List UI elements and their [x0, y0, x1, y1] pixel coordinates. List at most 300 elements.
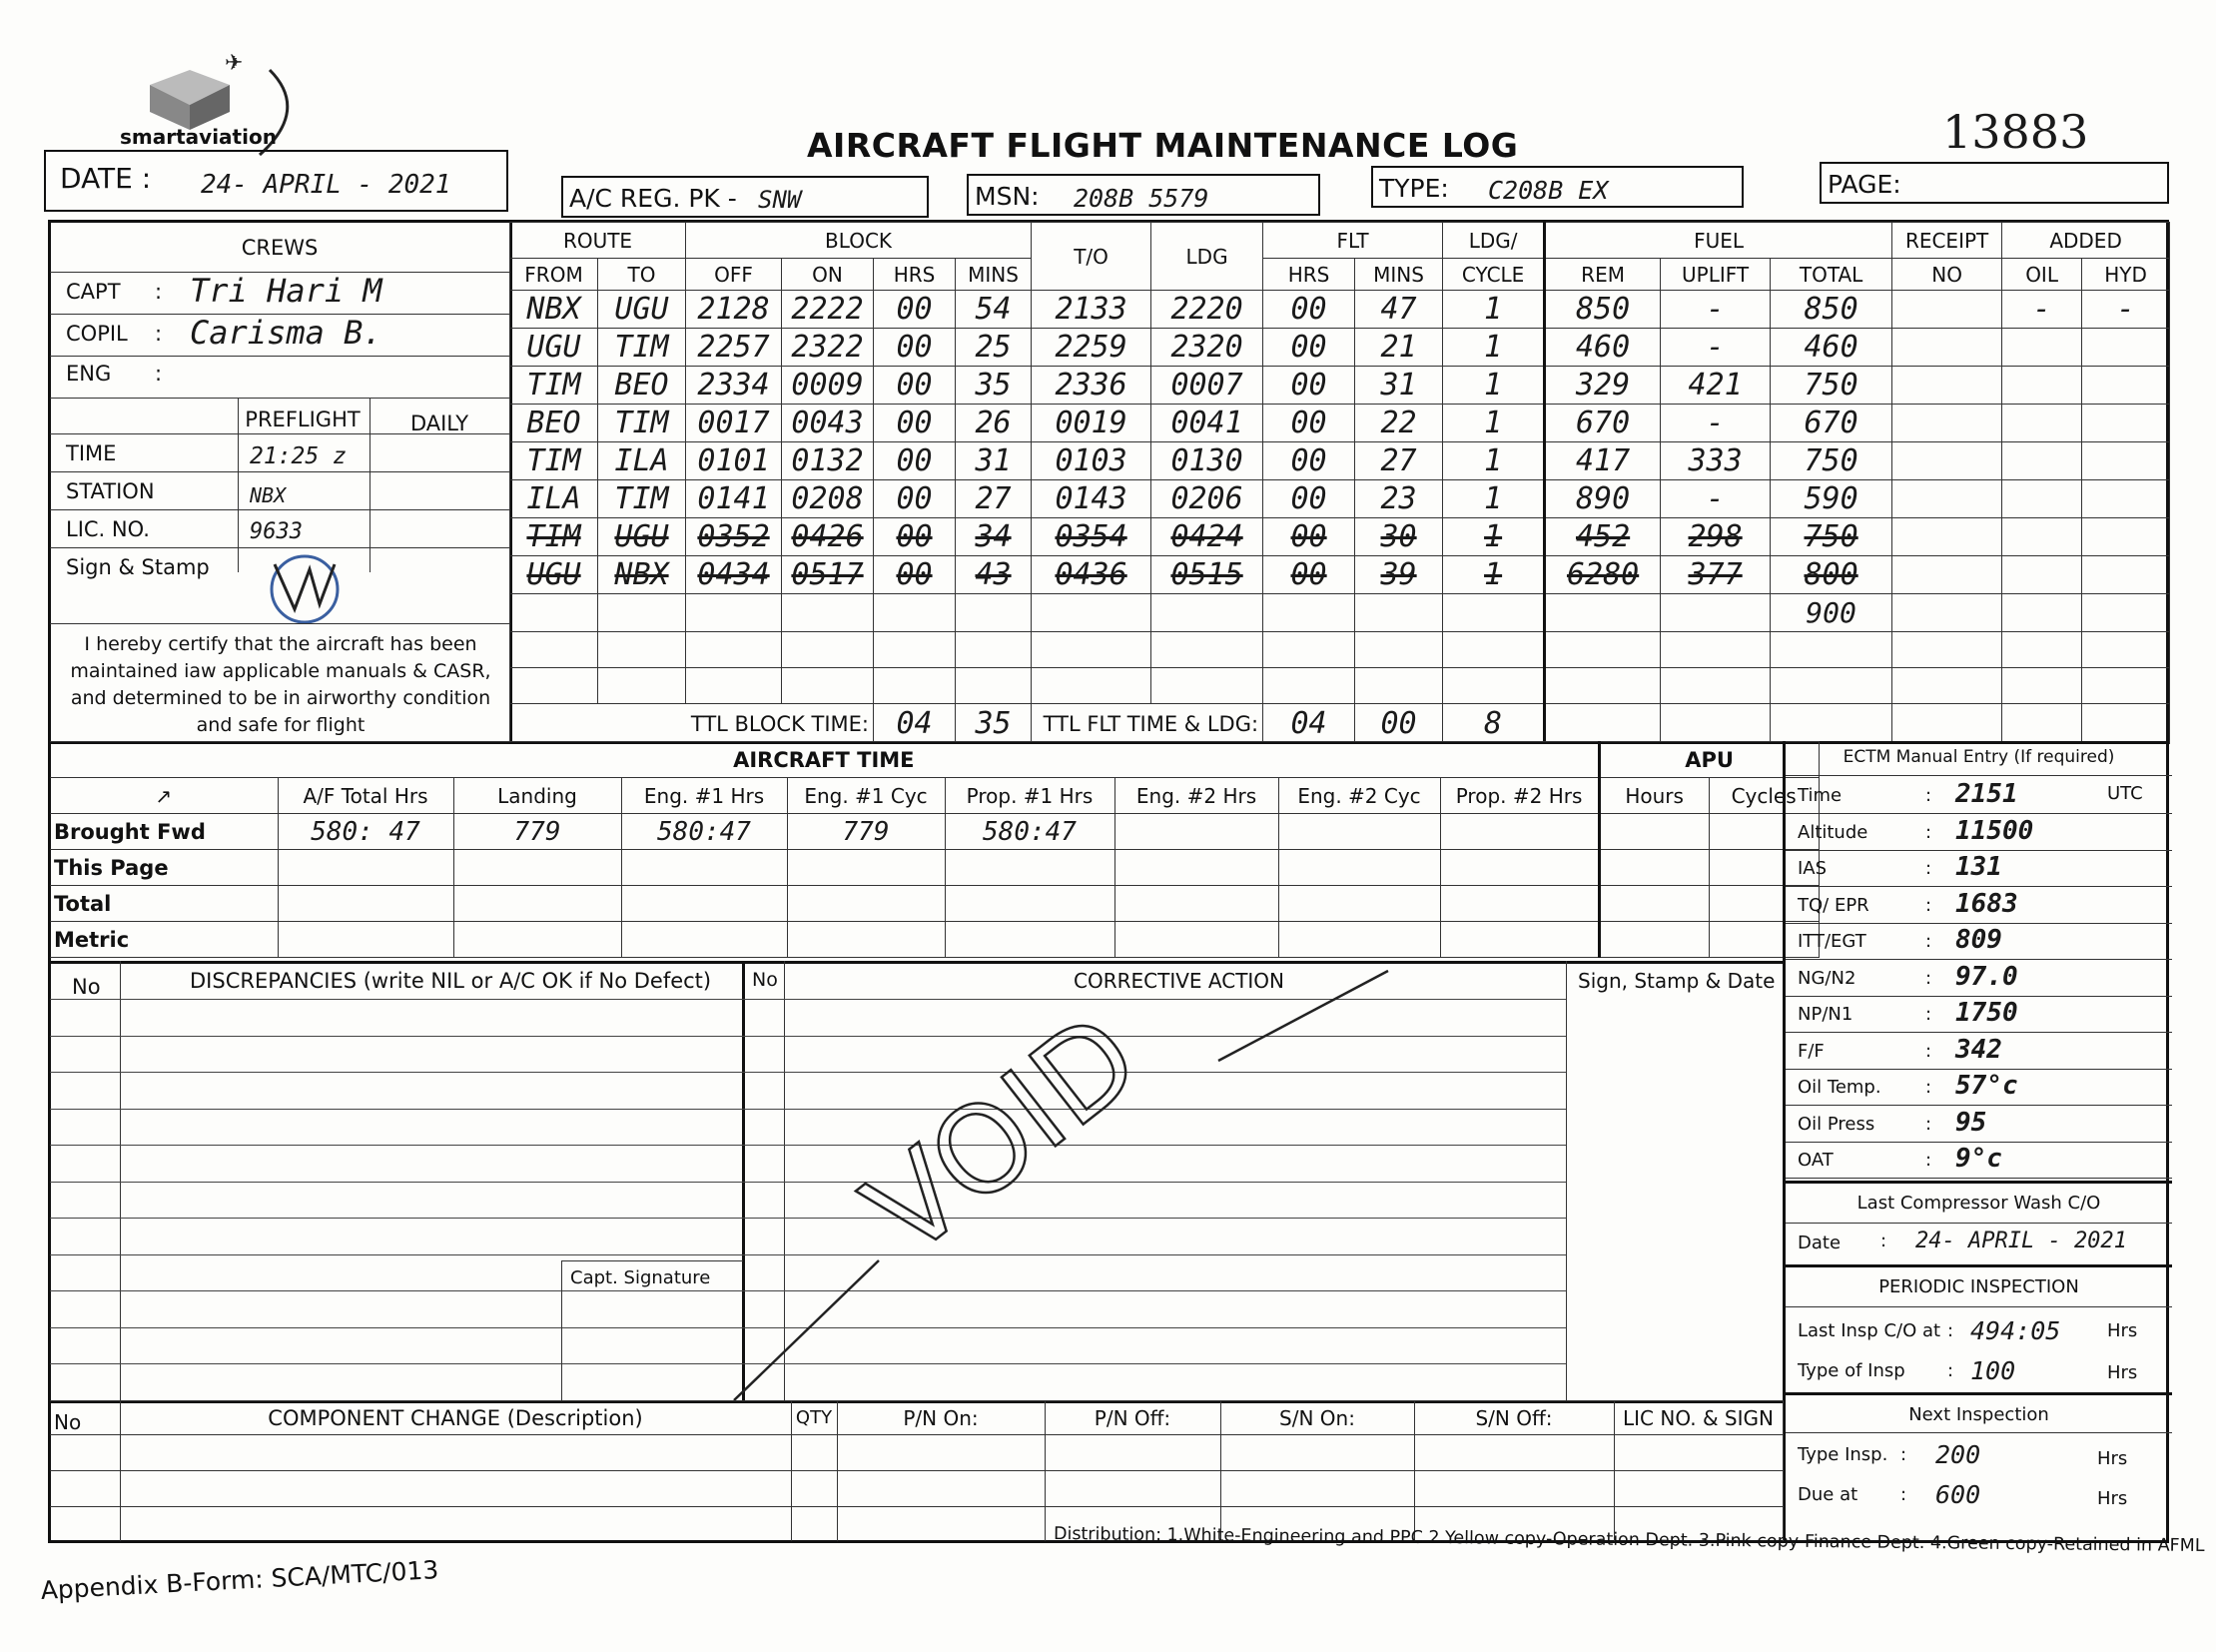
flight-cell-total: 750 [1771, 367, 1892, 405]
flight-cell-mins: 43 [956, 556, 1032, 594]
flight-cell-on: 0517 [782, 556, 874, 594]
component-change-table [50, 1400, 1784, 1541]
ectm-label: NG/N2 [1798, 967, 1856, 989]
preflight-label: PREFLIGHT [245, 408, 361, 431]
ldg-header: LDG [1151, 223, 1263, 291]
flight-row [510, 556, 2170, 594]
flight-cell-off: 2128 [686, 291, 782, 329]
aircraft-time-row-label: Brought Fwd [50, 814, 278, 850]
flight-cell-on: 0043 [782, 405, 874, 442]
ectm-title: ECTM Manual Entry (If required) [1843, 747, 2115, 767]
flight-cell-oil [2002, 556, 2082, 594]
block-header: BLOCK [686, 223, 1032, 259]
type-value: C208B EX [1488, 176, 1609, 205]
flight-cell-from: BEO [510, 405, 598, 442]
appendix-label: Appendix B-Form: SCA/MTC/013 [40, 1555, 439, 1605]
flight-cell-to-time: 0143 [1032, 480, 1151, 518]
flight-cell-mins: 25 [956, 329, 1032, 367]
aircraft-time-value [1440, 922, 1599, 958]
ca-no-label: No [752, 969, 778, 991]
ectm-label: TQ/ EPR [1798, 894, 1869, 916]
flight-cell-to: BEO [598, 367, 686, 405]
msn-box [967, 174, 1320, 216]
ectm-utc: UTC [2107, 783, 2143, 804]
compressor-date-value: 24- APRIL - 2021 [1915, 1229, 2127, 1253]
flight-cell-cycle: 1 [1443, 442, 1545, 480]
aircraft-time-value [945, 850, 1114, 886]
flight-cell-flt-mins: 23 [1355, 480, 1443, 518]
route-header: ROUTE [510, 223, 686, 259]
flight-cell-from: ILA [510, 480, 598, 518]
type-insp-hrs: Hrs [2107, 1362, 2138, 1383]
copil-value: Carisma B. [190, 314, 382, 352]
fuel-extra-total: 900 [1771, 594, 1892, 632]
flight-cell-off: 0101 [686, 442, 782, 480]
flight-cell-oil: - [2002, 291, 2082, 329]
aircraft-time-value [787, 922, 945, 958]
aircraft-time-row-label: Total [50, 886, 278, 922]
serial-number: 13883 [1942, 105, 2089, 159]
flight-cell-receipt [1892, 518, 2002, 556]
distribution-note: Distribution: 1.White-Engineering and PPC 2.Yellow copy-Operation Dept. 3.Pink copy-Finance Dept. 4.Green copy-Retained in AFML [1053, 1523, 2205, 1557]
block-mins-header: MINS [956, 259, 1032, 291]
void-text: VOID [841, 988, 1165, 1283]
comp-pn-on: P/N On: [837, 1401, 1045, 1435]
ectm-label: ITT/EGT [1798, 931, 1866, 952]
receipt-header-1: RECEIPT [1892, 223, 2002, 259]
certification-text: I hereby certify that the aircraft has been maintained iaw applicable manuals & CASR, and determined to be in airworthy condition and safe for flight [70, 633, 491, 736]
date-value: 24- APRIL - 2021 [201, 170, 451, 200]
flight-cell-flt-mins: 22 [1355, 405, 1443, 442]
flight-cell-total: 460 [1771, 329, 1892, 367]
flight-cell-flt-mins: 27 [1355, 442, 1443, 480]
flight-cell-ldg: 0130 [1151, 442, 1263, 480]
daily-label: DAILY [409, 412, 469, 435]
date-box [44, 150, 508, 212]
receipt-header-2: NO [1892, 259, 2002, 291]
flight-cell-uplift: - [1661, 480, 1771, 518]
page-box [1820, 162, 2169, 204]
aircraft-time-row-label: Metric [50, 922, 278, 958]
aircraft-time-row-label: This Page [50, 850, 278, 886]
off-header: OFF [686, 259, 782, 291]
flight-cell-receipt [1892, 367, 2002, 405]
flight-cell-hrs: 00 [874, 480, 956, 518]
total-header: TOTAL [1771, 259, 1892, 291]
aircraft-time-row [50, 922, 1819, 958]
ectm-label: Oil Temp. [1798, 1077, 1881, 1098]
flight-cell-cycle: 1 [1443, 367, 1545, 405]
flight-cell-rem: 452 [1545, 518, 1661, 556]
flight-cell-ldg: 2220 [1151, 291, 1263, 329]
flight-cell-mins: 26 [956, 405, 1032, 442]
flight-log-table [509, 222, 2170, 744]
aircraft-time-row [50, 886, 1819, 922]
aircraft-time-value [1440, 886, 1599, 922]
flight-cell-hrs: 00 [874, 291, 956, 329]
flight-cell-mins: 34 [956, 518, 1032, 556]
ectm-value: 809 [1955, 925, 2002, 955]
time-label: TIME [66, 441, 117, 465]
flight-cell-hrs: 00 [874, 518, 956, 556]
flight-cell-flt-hrs: 00 [1263, 367, 1355, 405]
oil-header: OIL [2002, 259, 2082, 291]
flight-cell-from: TIM [510, 367, 598, 405]
flight-cell-off: 0017 [686, 405, 782, 442]
at-col-landing: Landing [453, 778, 621, 814]
reg-label: A/C REG. PK - [569, 184, 737, 213]
aircraft-time-value [1278, 814, 1440, 850]
ectm-label: Time [1798, 785, 1843, 806]
compressor-date-label: Date [1798, 1233, 1842, 1253]
reg-value: SNW [758, 186, 802, 214]
flight-cell-off: 0434 [686, 556, 782, 594]
flight-cell-to-time: 2133 [1032, 291, 1151, 329]
ttl-flt-label: TTL FLT TIME & LDG: [1032, 704, 1263, 744]
apu-cycles-header: Cycles [1709, 778, 1819, 814]
type-label: TYPE: [1379, 174, 1449, 203]
capt-value: Tri Hari M [190, 272, 382, 310]
due-at-value: 600 [1935, 1480, 1981, 1509]
flight-cell-off: 2257 [686, 329, 782, 367]
flight-cell-on: 0426 [782, 518, 874, 556]
time-value: 21:25 z [250, 443, 347, 469]
flight-cell-oil [2002, 442, 2082, 480]
flight-cell-cycle: 1 [1443, 329, 1545, 367]
discrepancies-section [50, 961, 1783, 1400]
aircraft-time-value: 779 [787, 814, 945, 850]
aircraft-time-value [278, 886, 453, 922]
reg-box [561, 176, 929, 218]
page-title: AIRCRAFT FLIGHT MAINTENANCE LOG [807, 126, 1519, 165]
lic-value: 9633 [250, 519, 303, 544]
flight-cell-cycle: 1 [1443, 480, 1545, 518]
flight-cell-to: ILA [598, 442, 686, 480]
aircraft-time-value [453, 850, 621, 886]
ectm-panel: ECTM Manual Entry (If required) Time : 2151 Altitude : 11500 IAS : 131 TQ/ EPR : 1683 ITT/EGT : 809 NG/N2 : 97.0 NP/N1 : 1750 F/F : 342 Oil Temp. : 57°c Oil Press : 95 OAT : 9°c UTC Last Compressor Wash C/O Date : 24- APRIL - 2021 PERIODIC INSPECTION Last Insp C/O at : 494:05 Hrs Type of Insp : 100 Hrs Next Inspection Type Insp. : 200 Hrs Due at : 600 Hrs [1783, 741, 2169, 1543]
flt-mins-header: MINS [1355, 259, 1443, 291]
ectm-value: 11500 [1955, 815, 2034, 846]
date-label: DATE : [60, 162, 152, 195]
flight-cell-flt-hrs: 00 [1263, 480, 1355, 518]
flight-cell-to: TIM [598, 405, 686, 442]
ectm-value: 1683 [1955, 888, 2018, 919]
apu-hours-header: Hours [1599, 778, 1709, 814]
flight-cell-rem: 417 [1545, 442, 1661, 480]
flight-cell-hrs: 00 [874, 329, 956, 367]
aircraft-time-table [50, 741, 1820, 958]
aircraft-time-value: 580:47 [621, 814, 787, 850]
flight-cell-ldg: 0041 [1151, 405, 1263, 442]
aircraft-time-title: AIRCRAFT TIME [50, 742, 1599, 778]
at-col-eng1-hrs: Eng. #1 Hrs [621, 778, 787, 814]
flight-cell-to-time: 2336 [1032, 367, 1151, 405]
aircraft-time-value [1278, 886, 1440, 922]
flight-cell-flt-mins: 31 [1355, 367, 1443, 405]
flight-cell-hrs: 00 [874, 442, 956, 480]
flight-cell-hyd [2082, 480, 2170, 518]
aircraft-time-value [945, 886, 1114, 922]
aircraft-time-arrow: ↗ [50, 778, 278, 814]
flight-cell-hrs: 00 [874, 367, 956, 405]
aircraft-time-value: 580:47 [945, 814, 1114, 850]
block-hrs-header: HRS [874, 259, 956, 291]
flight-cell-uplift: 298 [1661, 518, 1771, 556]
flight-cell-flt-hrs: 00 [1263, 329, 1355, 367]
at-col-prop2-hrs: Prop. #2 Hrs [1440, 778, 1599, 814]
flight-cell-from: TIM [510, 442, 598, 480]
due-at-label: Due at [1798, 1484, 1858, 1505]
uplift-header: UPLIFT [1661, 259, 1771, 291]
msn-value: 208B 5579 [1074, 184, 1209, 213]
stamp-signature-icon [250, 549, 360, 629]
rem-header: REM [1545, 259, 1661, 291]
aircraft-time-value [1114, 922, 1278, 958]
aircraft-time-value [621, 850, 787, 886]
flight-cell-receipt [1892, 329, 2002, 367]
aircraft-time-value [787, 886, 945, 922]
flight-cell-flt-hrs: 00 [1263, 291, 1355, 329]
lic-label: LIC. NO. [66, 517, 150, 541]
to-header: T/O [1032, 223, 1151, 291]
flight-cell-from: UGU [510, 556, 598, 594]
flight-cell-receipt [1892, 442, 2002, 480]
flight-cell-on: 0009 [782, 367, 874, 405]
comp-lic-sign: LIC NO. & SIGN [1614, 1401, 1783, 1435]
station-value: NBX [250, 483, 287, 507]
aircraft-time-value [1114, 850, 1278, 886]
flight-cell-from: NBX [510, 291, 598, 329]
flight-cell-ldg: 0007 [1151, 367, 1263, 405]
svg-text:✈: ✈ [225, 51, 244, 76]
flight-cell-total: 670 [1771, 405, 1892, 442]
hyd-header: HYD [2082, 259, 2170, 291]
ectm-value: 342 [1955, 1034, 2002, 1065]
aircraft-time-value [453, 886, 621, 922]
flight-cell-oil [2002, 405, 2082, 442]
flight-cell-mins: 31 [956, 442, 1032, 480]
periodic-inspection-title: PERIODIC INSPECTION [1878, 1276, 2079, 1297]
flight-cell-cycle: 1 [1443, 556, 1545, 594]
flight-cell-hyd [2082, 367, 2170, 405]
flight-cell-cycle: 1 [1443, 518, 1545, 556]
station-label: STATION [66, 479, 155, 503]
flight-cell-cycle: 1 [1443, 405, 1545, 442]
flight-cell-cycle: 1 [1443, 291, 1545, 329]
flight-row [510, 480, 2170, 518]
ttl-block-label: TTL BLOCK TIME: [510, 704, 874, 744]
flight-cell-uplift: - [1661, 291, 1771, 329]
flight-cell-total: 850 [1771, 291, 1892, 329]
copil-label: COPIL [66, 322, 128, 346]
flight-cell-flt-hrs: 00 [1263, 556, 1355, 594]
flight-cell-receipt [1892, 556, 2002, 594]
next-type-hrs: Hrs [2097, 1448, 2128, 1469]
ectm-label: Oil Press [1798, 1113, 1875, 1135]
flight-cell-uplift: - [1661, 329, 1771, 367]
flight-cell-flt-mins: 30 [1355, 518, 1443, 556]
flt-header: FLT [1263, 223, 1443, 259]
flight-cell-ldg: 2320 [1151, 329, 1263, 367]
aircraft-time-value [621, 922, 787, 958]
sign-stamp-label: Sign & Stamp [66, 555, 210, 579]
ttl-ldg: 8 [1443, 704, 1545, 744]
flight-cell-to-time: 0354 [1032, 518, 1151, 556]
flight-cell-flt-hrs: 00 [1263, 405, 1355, 442]
flight-row [510, 329, 2170, 367]
flight-cell-uplift: 377 [1661, 556, 1771, 594]
ectm-label: Altitude [1798, 821, 1868, 843]
flight-cell-to-time: 0103 [1032, 442, 1151, 480]
aircraft-time-value [278, 850, 453, 886]
flight-cell-from: TIM [510, 518, 598, 556]
capt-signature-label: Capt. Signature [570, 1267, 711, 1288]
flight-cell-hyd [2082, 556, 2170, 594]
flight-cell-on: 2222 [782, 291, 874, 329]
ectm-value: 95 [1955, 1107, 1987, 1138]
flight-cell-on: 2322 [782, 329, 874, 367]
aircraft-time-value: 580: 47 [278, 814, 453, 850]
flight-cell-to-time: 2259 [1032, 329, 1151, 367]
disc-no-label: No [72, 975, 101, 999]
at-col-prop1-hrs: Prop. #1 Hrs [945, 778, 1114, 814]
aircraft-time-value [621, 886, 787, 922]
logo [120, 50, 310, 160]
flight-cell-rem: 890 [1545, 480, 1661, 518]
ldg-cycle-header-1: LDG/ [1443, 223, 1545, 259]
flight-cell-rem: 6280 [1545, 556, 1661, 594]
at-col-eng2-cyc: Eng. #2 Cyc [1278, 778, 1440, 814]
ectm-label: NP/N1 [1798, 1004, 1853, 1025]
flight-cell-on: 0132 [782, 442, 874, 480]
logo-text: smartaviation [120, 125, 277, 149]
flight-cell-to: TIM [598, 480, 686, 518]
ttl-block-hrs: 04 [874, 704, 956, 744]
flight-cell-flt-mins: 39 [1355, 556, 1443, 594]
ectm-label: OAT [1798, 1150, 1834, 1171]
aircraft-time-value [787, 850, 945, 886]
flight-cell-total: 750 [1771, 442, 1892, 480]
flight-cell-mins: 54 [956, 291, 1032, 329]
flight-cell-flt-hrs: 00 [1263, 442, 1355, 480]
aircraft-time-value [453, 922, 621, 958]
flight-cell-hrs: 00 [874, 556, 956, 594]
next-type-label: Type Insp. [1798, 1444, 1888, 1465]
flight-cell-oil [2002, 518, 2082, 556]
aircraft-time-value [945, 922, 1114, 958]
flight-cell-to: TIM [598, 329, 686, 367]
comp-title: COMPONENT CHANGE (Description) [120, 1401, 791, 1435]
ttl-flt-hrs: 04 [1263, 704, 1355, 744]
ectm-value: 57°c [1955, 1071, 2018, 1101]
flight-cell-ldg: 0206 [1151, 480, 1263, 518]
void-mark-icon [659, 961, 1438, 1400]
ectm-label: F/F [1798, 1040, 1825, 1062]
flight-cell-flt-mins: 47 [1355, 291, 1443, 329]
flight-cell-off: 0352 [686, 518, 782, 556]
aircraft-time-value: 779 [453, 814, 621, 850]
ttl-block-mins: 35 [956, 704, 1032, 744]
flight-cell-total: 750 [1771, 518, 1892, 556]
aircraft-time-value [1440, 850, 1599, 886]
flight-cell-to-time: 0019 [1032, 405, 1151, 442]
type-insp-value: 100 [1970, 1356, 2016, 1385]
disc-title: DISCREPANCIES (write NIL or A/C OK if No Defect) [190, 969, 712, 993]
flight-row [510, 518, 2170, 556]
flight-row [510, 405, 2170, 442]
flight-cell-rem: 850 [1545, 291, 1661, 329]
flight-cell-off: 0141 [686, 480, 782, 518]
msn-label: MSN: [975, 182, 1040, 211]
flight-cell-uplift: 333 [1661, 442, 1771, 480]
flight-row [510, 367, 2170, 405]
flight-cell-to-time: 0436 [1032, 556, 1151, 594]
aircraft-time-row [50, 814, 1819, 850]
ectm-value: 9°c [1955, 1144, 2002, 1174]
ttl-flt-mins: 00 [1355, 704, 1443, 744]
on-header: ON [782, 259, 874, 291]
flight-cell-oil [2002, 480, 2082, 518]
ectm-value: 97.0 [1955, 961, 2018, 992]
flight-cell-on: 0208 [782, 480, 874, 518]
capt-label: CAPT [66, 280, 121, 304]
from-header: FROM [510, 259, 598, 291]
type-box [1371, 166, 1744, 208]
flight-cell-total: 800 [1771, 556, 1892, 594]
aircraft-time-value [1278, 922, 1440, 958]
page-label: PAGE: [1828, 170, 1901, 199]
flight-cell-from: UGU [510, 329, 598, 367]
flight-cell-mins: 35 [956, 367, 1032, 405]
aircraft-time-value [278, 922, 453, 958]
flight-cell-total: 590 [1771, 480, 1892, 518]
next-type-value: 200 [1935, 1440, 1981, 1469]
added-header: ADDED [2002, 223, 2170, 259]
flight-cell-to: NBX [598, 556, 686, 594]
flight-cell-to: UGU [598, 518, 686, 556]
flight-cell-off: 2334 [686, 367, 782, 405]
flight-cell-receipt [1892, 405, 2002, 442]
comp-qty: QTY [791, 1401, 837, 1435]
at-col-eng1-cyc: Eng. #1 Cyc [787, 778, 945, 814]
last-insp-label: Last Insp C/O at [1798, 1320, 1941, 1341]
next-inspection-title: Next Inspection [1908, 1404, 2049, 1425]
last-insp-hrs: Hrs [2107, 1320, 2138, 1341]
due-at-hrs: Hrs [2097, 1488, 2128, 1509]
flight-cell-receipt [1892, 480, 2002, 518]
ectm-value: 2151 [1955, 779, 2018, 809]
flight-cell-ldg: 0424 [1151, 518, 1263, 556]
crews-section: CREWS CAPT : Tri Hari M COPIL : Carisma B. ENG : PREFLIGHT DAILY TIME 21:25 z STATION NBX LIC. NO. 9633 Sign & Stamp I hereby certify that the aircraft has been maintained iaw applicable manuals & CASR, and determined to be in airworthy condition and safe for flight [50, 222, 509, 741]
ectm-label: IAS [1798, 858, 1828, 879]
ca-title: CORRECTIVE ACTION [1074, 969, 1285, 993]
at-col-af: A/F Total Hrs [278, 778, 453, 814]
flight-row [510, 291, 2170, 329]
apu-title: APU [1599, 742, 1819, 778]
aircraft-time-value [1440, 814, 1599, 850]
aircraft-time-value [1114, 886, 1278, 922]
flight-cell-flt-mins: 21 [1355, 329, 1443, 367]
aircraft-time-row [50, 850, 1819, 886]
flt-hrs-header: HRS [1263, 259, 1355, 291]
disc-sign-title: Sign, Stamp & Date [1578, 969, 1776, 993]
to-col-header: TO [598, 259, 686, 291]
flight-cell-to: UGU [598, 291, 686, 329]
ectm-value: 131 [1955, 852, 2002, 882]
fuel-header: FUEL [1545, 223, 1892, 259]
comp-no-label: No [50, 1401, 120, 1435]
flight-cell-hyd [2082, 442, 2170, 480]
